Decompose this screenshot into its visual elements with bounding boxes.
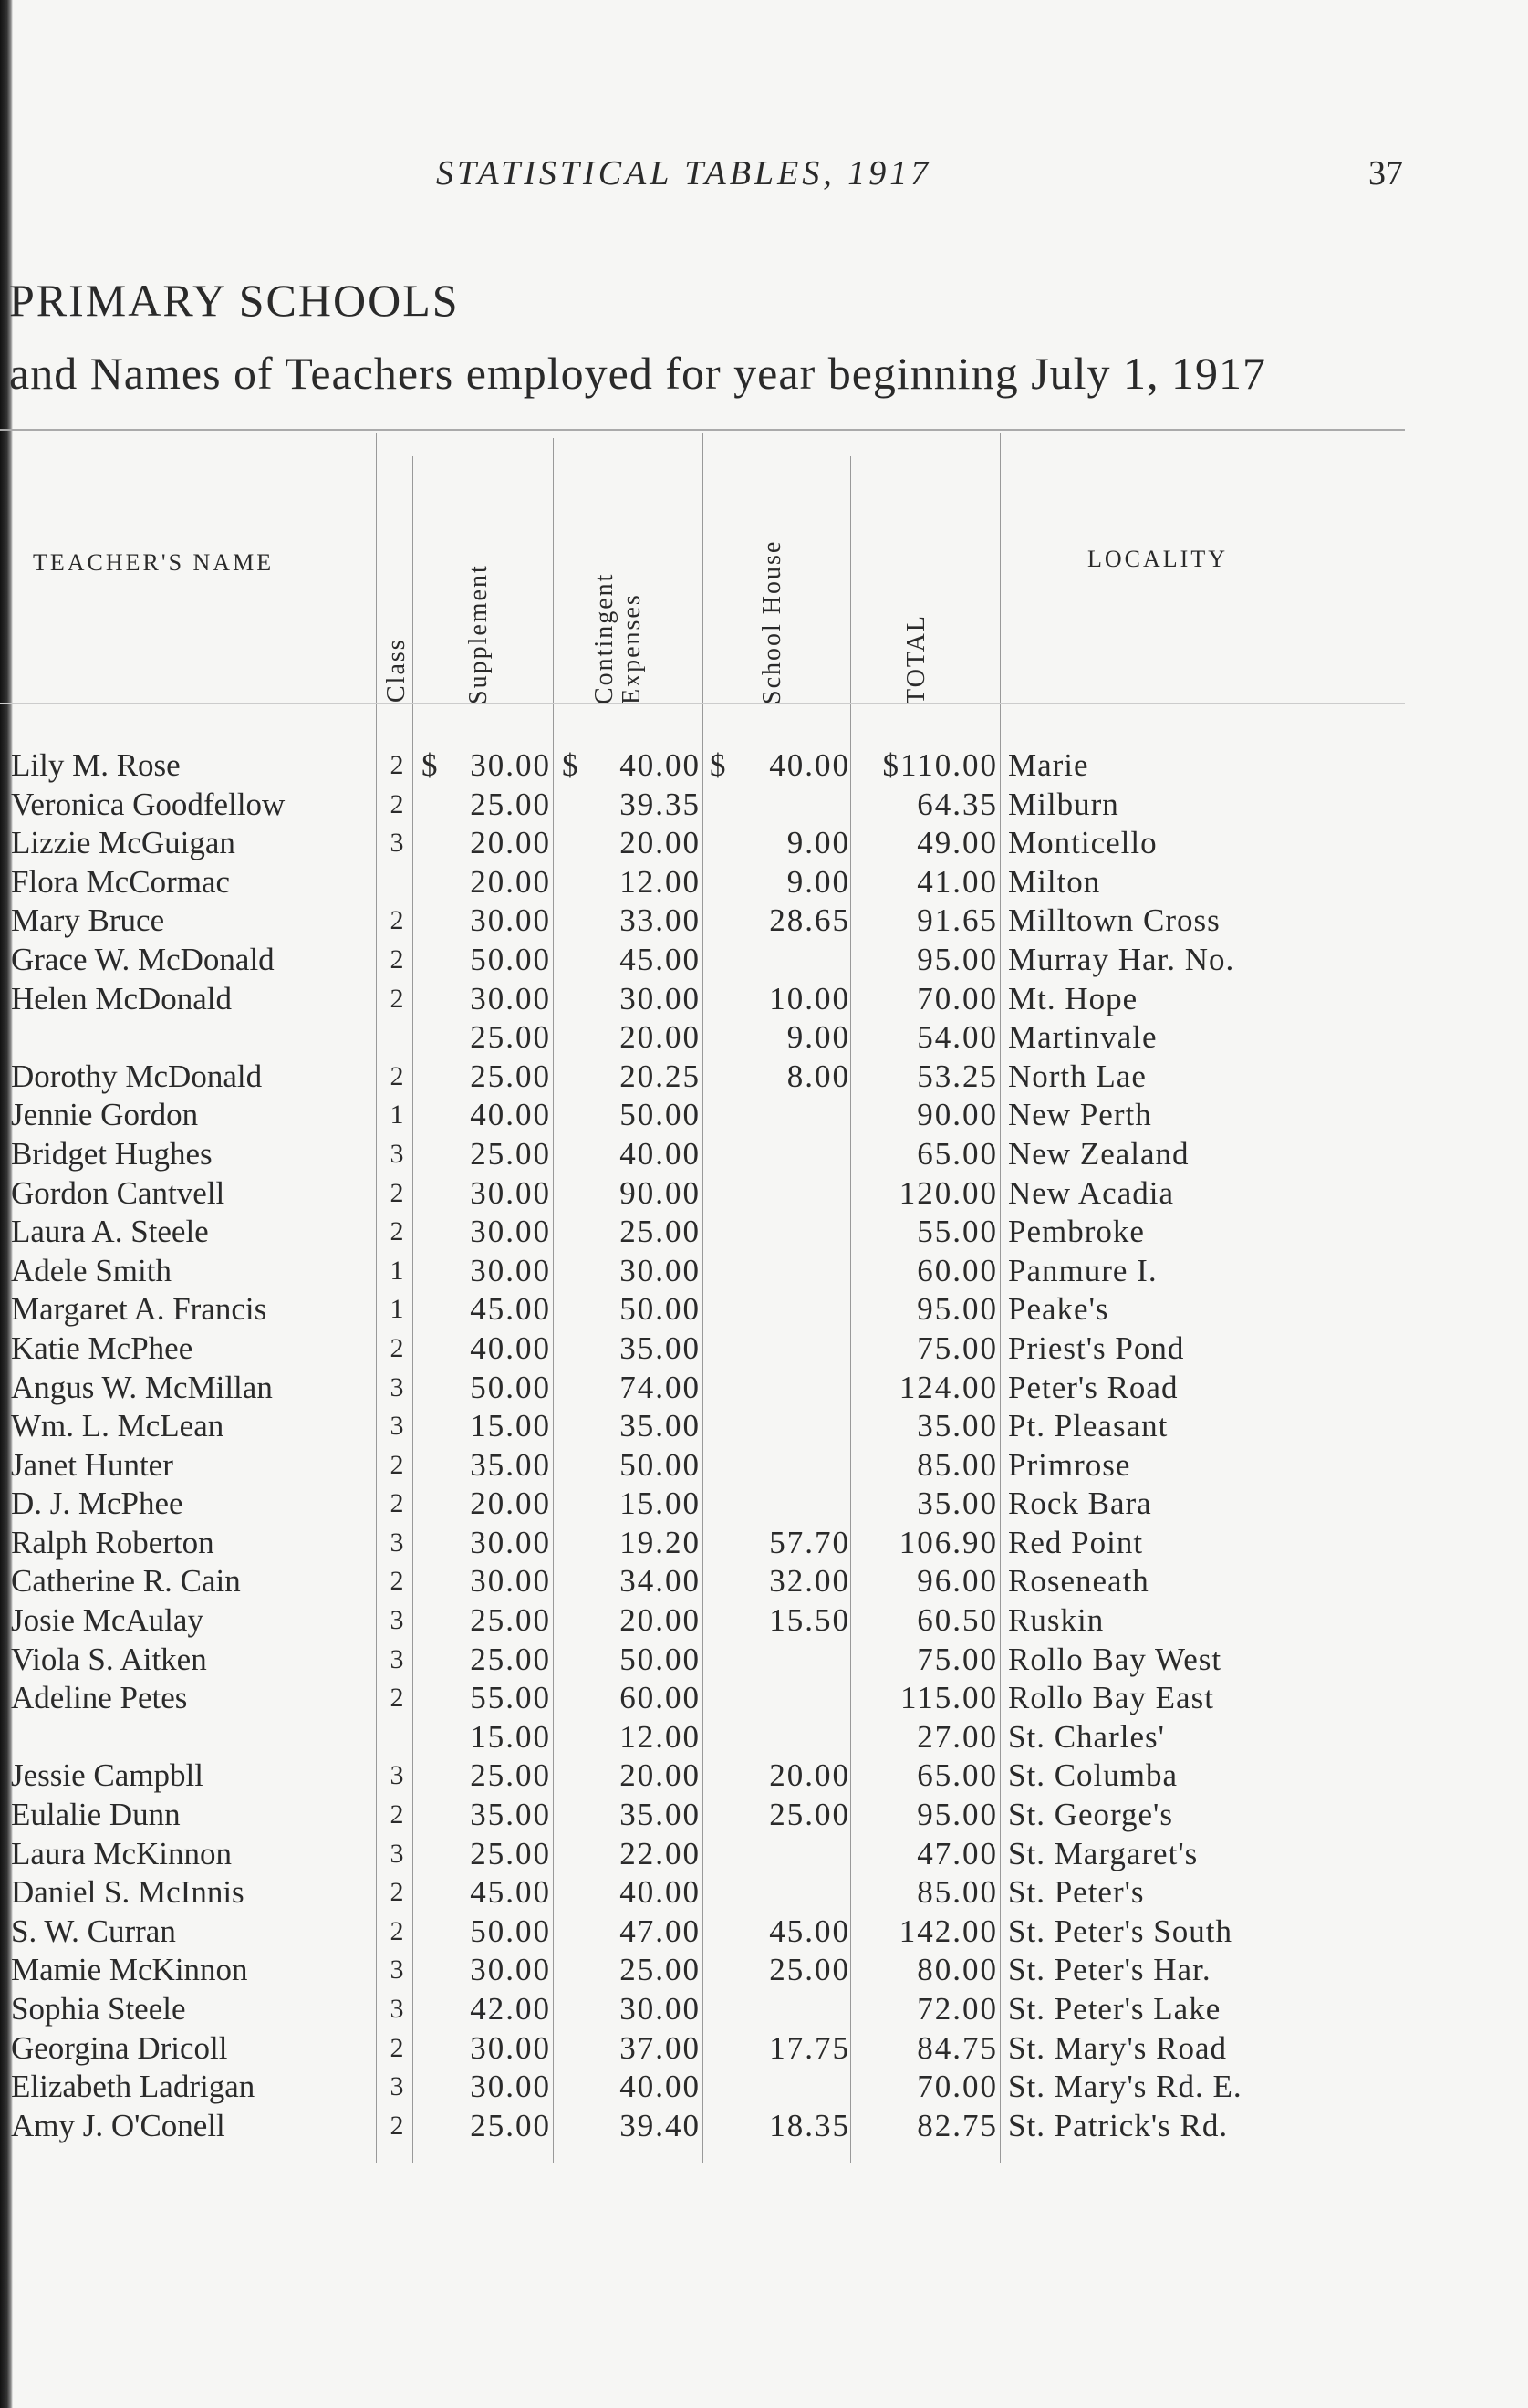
table-row xyxy=(0,1446,1423,1485)
supplement-cell: 30.00 xyxy=(470,980,551,1016)
teacher-name: Angus W. McMillan xyxy=(11,1369,273,1405)
locality-cell: Rollo Bay East xyxy=(1008,1680,1214,1716)
teacher-name: Amy J. O'Conell xyxy=(11,2107,225,2143)
column-header-teacher: TEACHER'S NAME xyxy=(33,549,275,576)
teacher-name: Georgina Dricoll xyxy=(11,2029,228,2066)
table-row xyxy=(0,1524,1423,1563)
teacher-name: Gordon Cantvell xyxy=(11,1174,225,1211)
contingent-cell: 35.00 xyxy=(619,1797,701,1833)
page-number: 37 xyxy=(1368,154,1403,193)
table-row xyxy=(0,1290,1423,1329)
locality-cell: St. Peter's xyxy=(1008,1874,1145,1911)
total-cell: 85.00 xyxy=(917,1446,998,1483)
teacher-name: Veronica Goodfellow xyxy=(11,786,286,822)
locality-cell: Primrose xyxy=(1008,1446,1131,1483)
total-cell: 75.00 xyxy=(917,1329,998,1366)
running-title: STATISTICAL TABLES, 1917 xyxy=(436,154,932,193)
locality-cell: Ruskin xyxy=(1008,1602,1105,1639)
contingent-cell: 12.00 xyxy=(619,1718,701,1755)
locality-cell: Peter's Road xyxy=(1008,1369,1179,1405)
locality-cell: Rock Bara xyxy=(1008,1485,1152,1522)
locality-cell: Panmure I. xyxy=(1008,1252,1158,1288)
teacher-name: Dorothy McDonald xyxy=(11,1058,263,1094)
contingent-cell: 15.00 xyxy=(619,1485,701,1522)
class-cell: 3 xyxy=(390,1838,404,1869)
contingent-cell: 47.00 xyxy=(619,1913,701,1949)
locality-cell: Murray Har. No. xyxy=(1008,941,1235,977)
class-cell: 1 xyxy=(390,1100,404,1131)
locality-cell: Roseneath xyxy=(1008,1563,1149,1600)
table-row xyxy=(0,1058,1423,1097)
contingent-cell: 74.00 xyxy=(619,1369,701,1405)
table-row xyxy=(0,863,1423,902)
contingent-cell: 20.25 xyxy=(619,1058,701,1094)
dollar-sign: $ xyxy=(421,747,438,783)
table-row xyxy=(0,824,1423,863)
table-row xyxy=(0,1601,1423,1641)
table-row xyxy=(0,1096,1423,1135)
teacher-name: Katie McPhee xyxy=(11,1329,193,1366)
class-cell: 3 xyxy=(390,1994,404,2024)
supplement-cell: 30.00 xyxy=(470,1524,551,1560)
total-cell: 95.00 xyxy=(917,1797,998,1833)
school-house-cell: 25.00 xyxy=(769,1797,850,1833)
column-header-contingent-line1: Contingent xyxy=(590,572,618,704)
table-top-rule xyxy=(0,429,1405,431)
supplement-cell: 30.00 xyxy=(470,1214,551,1250)
teacher-name: Ralph Roberton xyxy=(11,1524,214,1560)
school-house-cell: 20.00 xyxy=(769,1757,850,1794)
locality-cell: St. Mary's Rd. E. xyxy=(1008,2069,1242,2105)
contingent-cell: 35.00 xyxy=(619,1329,701,1366)
total-cell: 85.00 xyxy=(917,1874,998,1911)
school-house-cell: 25.00 xyxy=(769,1952,850,1988)
class-cell: 2 xyxy=(390,905,404,936)
class-cell: 2 xyxy=(390,1488,404,1519)
total-cell: 70.00 xyxy=(917,2069,998,2105)
contingent-cell: 35.00 xyxy=(619,1408,701,1444)
school-house-cell: 9.00 xyxy=(786,863,850,900)
table-row xyxy=(0,1873,1423,1913)
contingent-cell: 40.00 xyxy=(619,1135,701,1172)
supplement-cell: 40.00 xyxy=(470,1097,551,1133)
locality-cell: Peake's xyxy=(1008,1291,1109,1328)
dollar-sign: $ xyxy=(710,747,726,783)
table-row xyxy=(0,1796,1423,1835)
locality-cell: Marie xyxy=(1008,747,1089,783)
supplement-cell: 50.00 xyxy=(470,941,551,977)
total-cell: 47.00 xyxy=(917,1835,998,1871)
supplement-cell: 25.00 xyxy=(470,1019,551,1056)
class-cell: 3 xyxy=(390,828,404,859)
supplement-cell: 15.00 xyxy=(470,1408,551,1444)
class-cell: 2 xyxy=(390,2110,404,2141)
contingent-cell: 40.00 xyxy=(619,747,701,783)
contingent-cell: 30.00 xyxy=(619,1991,701,2027)
column-header-total: TOTAL xyxy=(902,613,930,704)
total-cell: 27.00 xyxy=(917,1718,998,1755)
total-cell: 54.00 xyxy=(917,1019,998,1056)
total-cell: 64.35 xyxy=(917,786,998,822)
supplement-cell: 30.00 xyxy=(470,1952,551,1988)
class-cell: 3 xyxy=(390,1411,404,1442)
locality-cell: Monticello xyxy=(1008,825,1158,861)
class-cell: 2 xyxy=(390,1177,404,1208)
class-cell: 3 xyxy=(390,1138,404,1169)
school-house-cell: 40.00 xyxy=(769,747,850,783)
teacher-name: Wm. L. McLean xyxy=(11,1408,224,1444)
locality-cell: Mt. Hope xyxy=(1008,980,1138,1016)
total-cell: 91.65 xyxy=(917,902,998,939)
total-cell: 60.50 xyxy=(917,1602,998,1639)
table-row xyxy=(0,1213,1423,1252)
contingent-cell: 39.35 xyxy=(619,786,701,822)
school-house-cell: 8.00 xyxy=(786,1058,850,1094)
total-cell: 75.00 xyxy=(917,1641,998,1677)
supplement-cell: 42.00 xyxy=(470,1991,551,2027)
contingent-cell: 25.00 xyxy=(619,1952,701,1988)
class-cell: 2 xyxy=(390,943,404,975)
supplement-cell: 25.00 xyxy=(470,1641,551,1677)
school-house-cell: 15.50 xyxy=(769,1602,850,1639)
teacher-name: Eulalie Dunn xyxy=(11,1797,181,1833)
supplement-cell: 45.00 xyxy=(470,1291,551,1328)
class-cell: 1 xyxy=(390,1294,404,1325)
school-house-cell: 57.70 xyxy=(769,1524,850,1560)
class-cell: 2 xyxy=(390,983,404,1014)
table-row xyxy=(0,1407,1423,1446)
class-cell: 2 xyxy=(390,1915,404,1946)
locality-cell: St. Mary's Road xyxy=(1008,2029,1228,2066)
locality-cell: Rollo Bay West xyxy=(1008,1641,1222,1677)
supplement-cell: 30.00 xyxy=(470,2069,551,2105)
locality-cell: St. George's xyxy=(1008,1797,1173,1833)
teacher-name: Adeline Petes xyxy=(11,1680,188,1716)
total-cell: 55.00 xyxy=(917,1214,998,1250)
teacher-name: Jessie Campbll xyxy=(11,1757,203,1794)
total-cell: $110.00 xyxy=(882,747,998,783)
class-cell: 2 xyxy=(390,750,404,780)
supplement-cell: 15.00 xyxy=(470,1718,551,1755)
table-row xyxy=(0,1135,1423,1174)
locality-cell: St. Charles' xyxy=(1008,1718,1165,1755)
class-cell: 3 xyxy=(390,2071,404,2102)
running-head xyxy=(0,153,1528,199)
teacher-name: Bridget Hughes xyxy=(11,1135,213,1172)
class-cell: 2 xyxy=(390,1877,404,1908)
total-cell: 70.00 xyxy=(917,980,998,1016)
contingent-cell: 40.00 xyxy=(619,1874,701,1911)
total-cell: 65.00 xyxy=(917,1135,998,1172)
locality-cell: St. Margaret's xyxy=(1008,1835,1199,1871)
table-row xyxy=(0,980,1423,1019)
locality-cell: St. Peter's Har. xyxy=(1008,1952,1211,1988)
contingent-cell: 20.00 xyxy=(619,1757,701,1794)
table-row xyxy=(0,1679,1423,1718)
teacher-name: Margaret A. Francis xyxy=(11,1291,267,1328)
supplement-cell: 20.00 xyxy=(470,825,551,861)
locality-cell: New Acadia xyxy=(1008,1174,1175,1211)
school-house-cell: 18.35 xyxy=(769,2107,850,2143)
section-subtitle: and Names of Teachers employed for year beginning July 1, 1917 xyxy=(9,348,1267,399)
teacher-name: Josie McAulay xyxy=(11,1602,203,1639)
dollar-sign: $ xyxy=(562,747,578,783)
locality-cell: St. Columba xyxy=(1008,1757,1179,1794)
locality-cell: Priest's Pond xyxy=(1008,1329,1185,1366)
table-row xyxy=(0,2107,1423,2146)
total-cell: 80.00 xyxy=(917,1952,998,1988)
total-cell: 106.90 xyxy=(899,1524,998,1560)
class-cell: 3 xyxy=(390,1371,404,1402)
class-cell: 3 xyxy=(390,1643,404,1674)
school-house-cell: 10.00 xyxy=(769,980,850,1016)
teacher-name: Catherine R. Cain xyxy=(11,1563,241,1600)
table-row xyxy=(0,746,1423,786)
supplement-cell: 30.00 xyxy=(470,747,551,783)
locality-cell: North Lae xyxy=(1008,1058,1147,1094)
locality-cell: Martinvale xyxy=(1008,1019,1158,1056)
table-body xyxy=(0,746,1423,2145)
teacher-name: Laura A. Steele xyxy=(11,1214,209,1250)
supplement-cell: 25.00 xyxy=(470,1757,551,1794)
contingent-cell: 50.00 xyxy=(619,1097,701,1133)
teacher-name: Lizzie McGuigan xyxy=(11,825,235,861)
contingent-cell: 34.00 xyxy=(619,1563,701,1600)
section-title: PRIMARY SCHOOLS xyxy=(9,275,460,326)
total-cell: 35.00 xyxy=(917,1408,998,1444)
table-row xyxy=(0,1174,1423,1214)
supplement-cell: 20.00 xyxy=(470,863,551,900)
supplement-cell: 30.00 xyxy=(470,2029,551,2066)
total-cell: 96.00 xyxy=(917,1563,998,1600)
supplement-cell: 20.00 xyxy=(470,1485,551,1522)
total-cell: 95.00 xyxy=(917,1291,998,1328)
table-row xyxy=(0,786,1423,825)
table-row xyxy=(0,1951,1423,1990)
total-cell: 120.00 xyxy=(899,1174,998,1211)
column-header-class: Class xyxy=(382,638,411,703)
total-cell: 95.00 xyxy=(917,941,998,977)
contingent-cell: 30.00 xyxy=(619,980,701,1016)
contingent-cell: 19.20 xyxy=(619,1524,701,1560)
class-cell: 2 xyxy=(390,1449,404,1480)
school-house-cell: 17.75 xyxy=(769,2029,850,2066)
supplement-cell: 40.00 xyxy=(470,1329,551,1366)
table-row xyxy=(0,1485,1423,1524)
teacher-name: Lily M. Rose xyxy=(11,747,181,783)
class-cell: 2 xyxy=(390,1799,404,1830)
contingent-cell: 40.00 xyxy=(619,2069,701,2105)
school-house-cell: 28.65 xyxy=(769,902,850,939)
supplement-cell: 25.00 xyxy=(470,2107,551,2143)
total-cell: 84.75 xyxy=(917,2029,998,2066)
contingent-cell: 22.00 xyxy=(619,1835,701,1871)
contingent-cell: 25.00 xyxy=(619,1214,701,1250)
teacher-name: Laura McKinnon xyxy=(11,1835,233,1871)
class-cell: 2 xyxy=(390,1060,404,1091)
locality-cell: New Zealand xyxy=(1008,1135,1190,1172)
supplement-cell: 35.00 xyxy=(470,1797,551,1833)
supplement-cell: 30.00 xyxy=(470,1563,551,1600)
class-cell: 2 xyxy=(390,1683,404,1714)
teacher-name: Elizabeth Ladrigan xyxy=(11,2069,255,2105)
class-cell: 2 xyxy=(390,2032,404,2063)
total-cell: 35.00 xyxy=(917,1485,998,1522)
contingent-cell: 20.00 xyxy=(619,825,701,861)
table-row xyxy=(0,2029,1423,2069)
supplement-cell: 55.00 xyxy=(470,1680,551,1716)
teacher-name: Mary Bruce xyxy=(11,902,165,939)
school-house-cell: 9.00 xyxy=(786,825,850,861)
total-cell: 49.00 xyxy=(917,825,998,861)
contingent-cell: 20.00 xyxy=(619,1019,701,1056)
table-row xyxy=(0,1756,1423,1796)
supplement-cell: 25.00 xyxy=(470,1602,551,1639)
teacher-name: Daniel S. McInnis xyxy=(11,1874,244,1911)
contingent-cell: 50.00 xyxy=(619,1641,701,1677)
class-cell: 3 xyxy=(390,1760,404,1791)
table-row xyxy=(0,1835,1423,1874)
contingent-cell: 60.00 xyxy=(619,1680,701,1716)
column-header-supplement: Supplement xyxy=(464,564,493,704)
supplement-cell: 30.00 xyxy=(470,902,551,939)
total-cell: 72.00 xyxy=(917,1991,998,2027)
supplement-cell: 30.00 xyxy=(470,1252,551,1288)
teacher-name: Adele Smith xyxy=(11,1252,172,1288)
contingent-cell: 30.00 xyxy=(619,1252,701,1288)
locality-cell: Red Point xyxy=(1008,1524,1144,1560)
supplement-cell: 30.00 xyxy=(470,1174,551,1211)
teacher-name: S. W. Curran xyxy=(11,1913,176,1949)
table-row xyxy=(0,1018,1423,1058)
class-cell: 2 xyxy=(390,1566,404,1597)
contingent-cell: 12.00 xyxy=(619,863,701,900)
locality-cell: Milton xyxy=(1008,863,1101,900)
total-cell: 65.00 xyxy=(917,1757,998,1794)
teacher-name: Mamie McKinnon xyxy=(11,1952,248,1988)
teacher-name: Sophia Steele xyxy=(11,1991,186,2027)
class-cell: 3 xyxy=(390,1955,404,1986)
teacher-name: Helen McDonald xyxy=(11,980,233,1016)
total-cell: 142.00 xyxy=(899,1913,998,1949)
supplement-cell: 25.00 xyxy=(470,1135,551,1172)
column-header-locality: LOCALITY xyxy=(1087,546,1228,572)
locality-cell: Pembroke xyxy=(1008,1214,1145,1250)
total-cell: 90.00 xyxy=(917,1097,998,1133)
supplement-cell: 25.00 xyxy=(470,786,551,822)
table-row xyxy=(0,1641,1423,1680)
teacher-name: Grace W. McDonald xyxy=(11,941,275,977)
column-header-school-house: School House xyxy=(758,539,786,704)
school-house-cell: 45.00 xyxy=(769,1913,850,1949)
locality-cell: Milburn xyxy=(1008,786,1119,822)
table-row xyxy=(0,1252,1423,1291)
supplement-cell: 35.00 xyxy=(470,1446,551,1483)
teacher-name: Jennie Gordon xyxy=(11,1097,199,1133)
table-row xyxy=(0,1562,1423,1601)
header-bottom-rule xyxy=(0,703,1405,704)
locality-cell: New Perth xyxy=(1008,1097,1152,1133)
contingent-cell: 90.00 xyxy=(619,1174,701,1211)
school-house-cell: 9.00 xyxy=(786,1019,850,1056)
locality-cell: St. Peter's South xyxy=(1008,1913,1232,1949)
class-cell: 2 xyxy=(390,1332,404,1363)
total-cell: 82.75 xyxy=(917,2107,998,2143)
table-row xyxy=(0,1369,1423,1408)
class-cell: 2 xyxy=(390,1216,404,1247)
locality-cell: St. Patrick's Rd. xyxy=(1008,2107,1229,2143)
contingent-cell: 33.00 xyxy=(619,902,701,939)
supplement-cell: 50.00 xyxy=(470,1369,551,1405)
table-row xyxy=(0,2068,1423,2107)
total-cell: 115.00 xyxy=(900,1680,998,1716)
total-cell: 124.00 xyxy=(899,1369,998,1405)
contingent-cell: 45.00 xyxy=(619,941,701,977)
table-row xyxy=(0,1990,1423,2029)
teacher-name: Viola S. Aitken xyxy=(11,1641,207,1677)
class-cell: 3 xyxy=(390,1605,404,1636)
locality-cell: St. Peter's Lake xyxy=(1008,1991,1221,2027)
table-row xyxy=(0,1913,1423,1952)
supplement-cell: 25.00 xyxy=(470,1058,551,1094)
teacher-name: Janet Hunter xyxy=(11,1446,173,1483)
class-cell: 2 xyxy=(390,788,404,819)
table-row xyxy=(0,941,1423,980)
supplement-cell: 25.00 xyxy=(470,1835,551,1871)
contingent-cell: 37.00 xyxy=(619,2029,701,2066)
table-row xyxy=(0,1329,1423,1369)
table-row xyxy=(0,1718,1423,1757)
school-house-cell: 32.00 xyxy=(769,1563,850,1600)
total-cell: 41.00 xyxy=(917,863,998,900)
column-header-contingent xyxy=(591,573,646,704)
contingent-cell: 20.00 xyxy=(619,1602,701,1639)
locality-cell: Pt. Pleasant xyxy=(1008,1408,1169,1444)
class-cell: 1 xyxy=(390,1255,404,1286)
class-cell: 3 xyxy=(390,1527,404,1558)
supplement-cell: 50.00 xyxy=(470,1913,551,1949)
total-cell: 60.00 xyxy=(917,1252,998,1288)
contingent-cell: 39.40 xyxy=(619,2107,701,2143)
contingent-cell: 50.00 xyxy=(619,1291,701,1328)
column-header-contingent-line2: Expenses xyxy=(618,593,646,704)
teacher-name: Flora McCormac xyxy=(11,863,231,900)
table-row xyxy=(0,902,1423,941)
supplement-cell: 45.00 xyxy=(470,1874,551,1911)
locality-cell: Milltown Cross xyxy=(1008,902,1221,939)
total-cell: 53.25 xyxy=(917,1058,998,1094)
contingent-cell: 50.00 xyxy=(619,1446,701,1483)
teacher-name: D. J. McPhee xyxy=(11,1485,183,1522)
